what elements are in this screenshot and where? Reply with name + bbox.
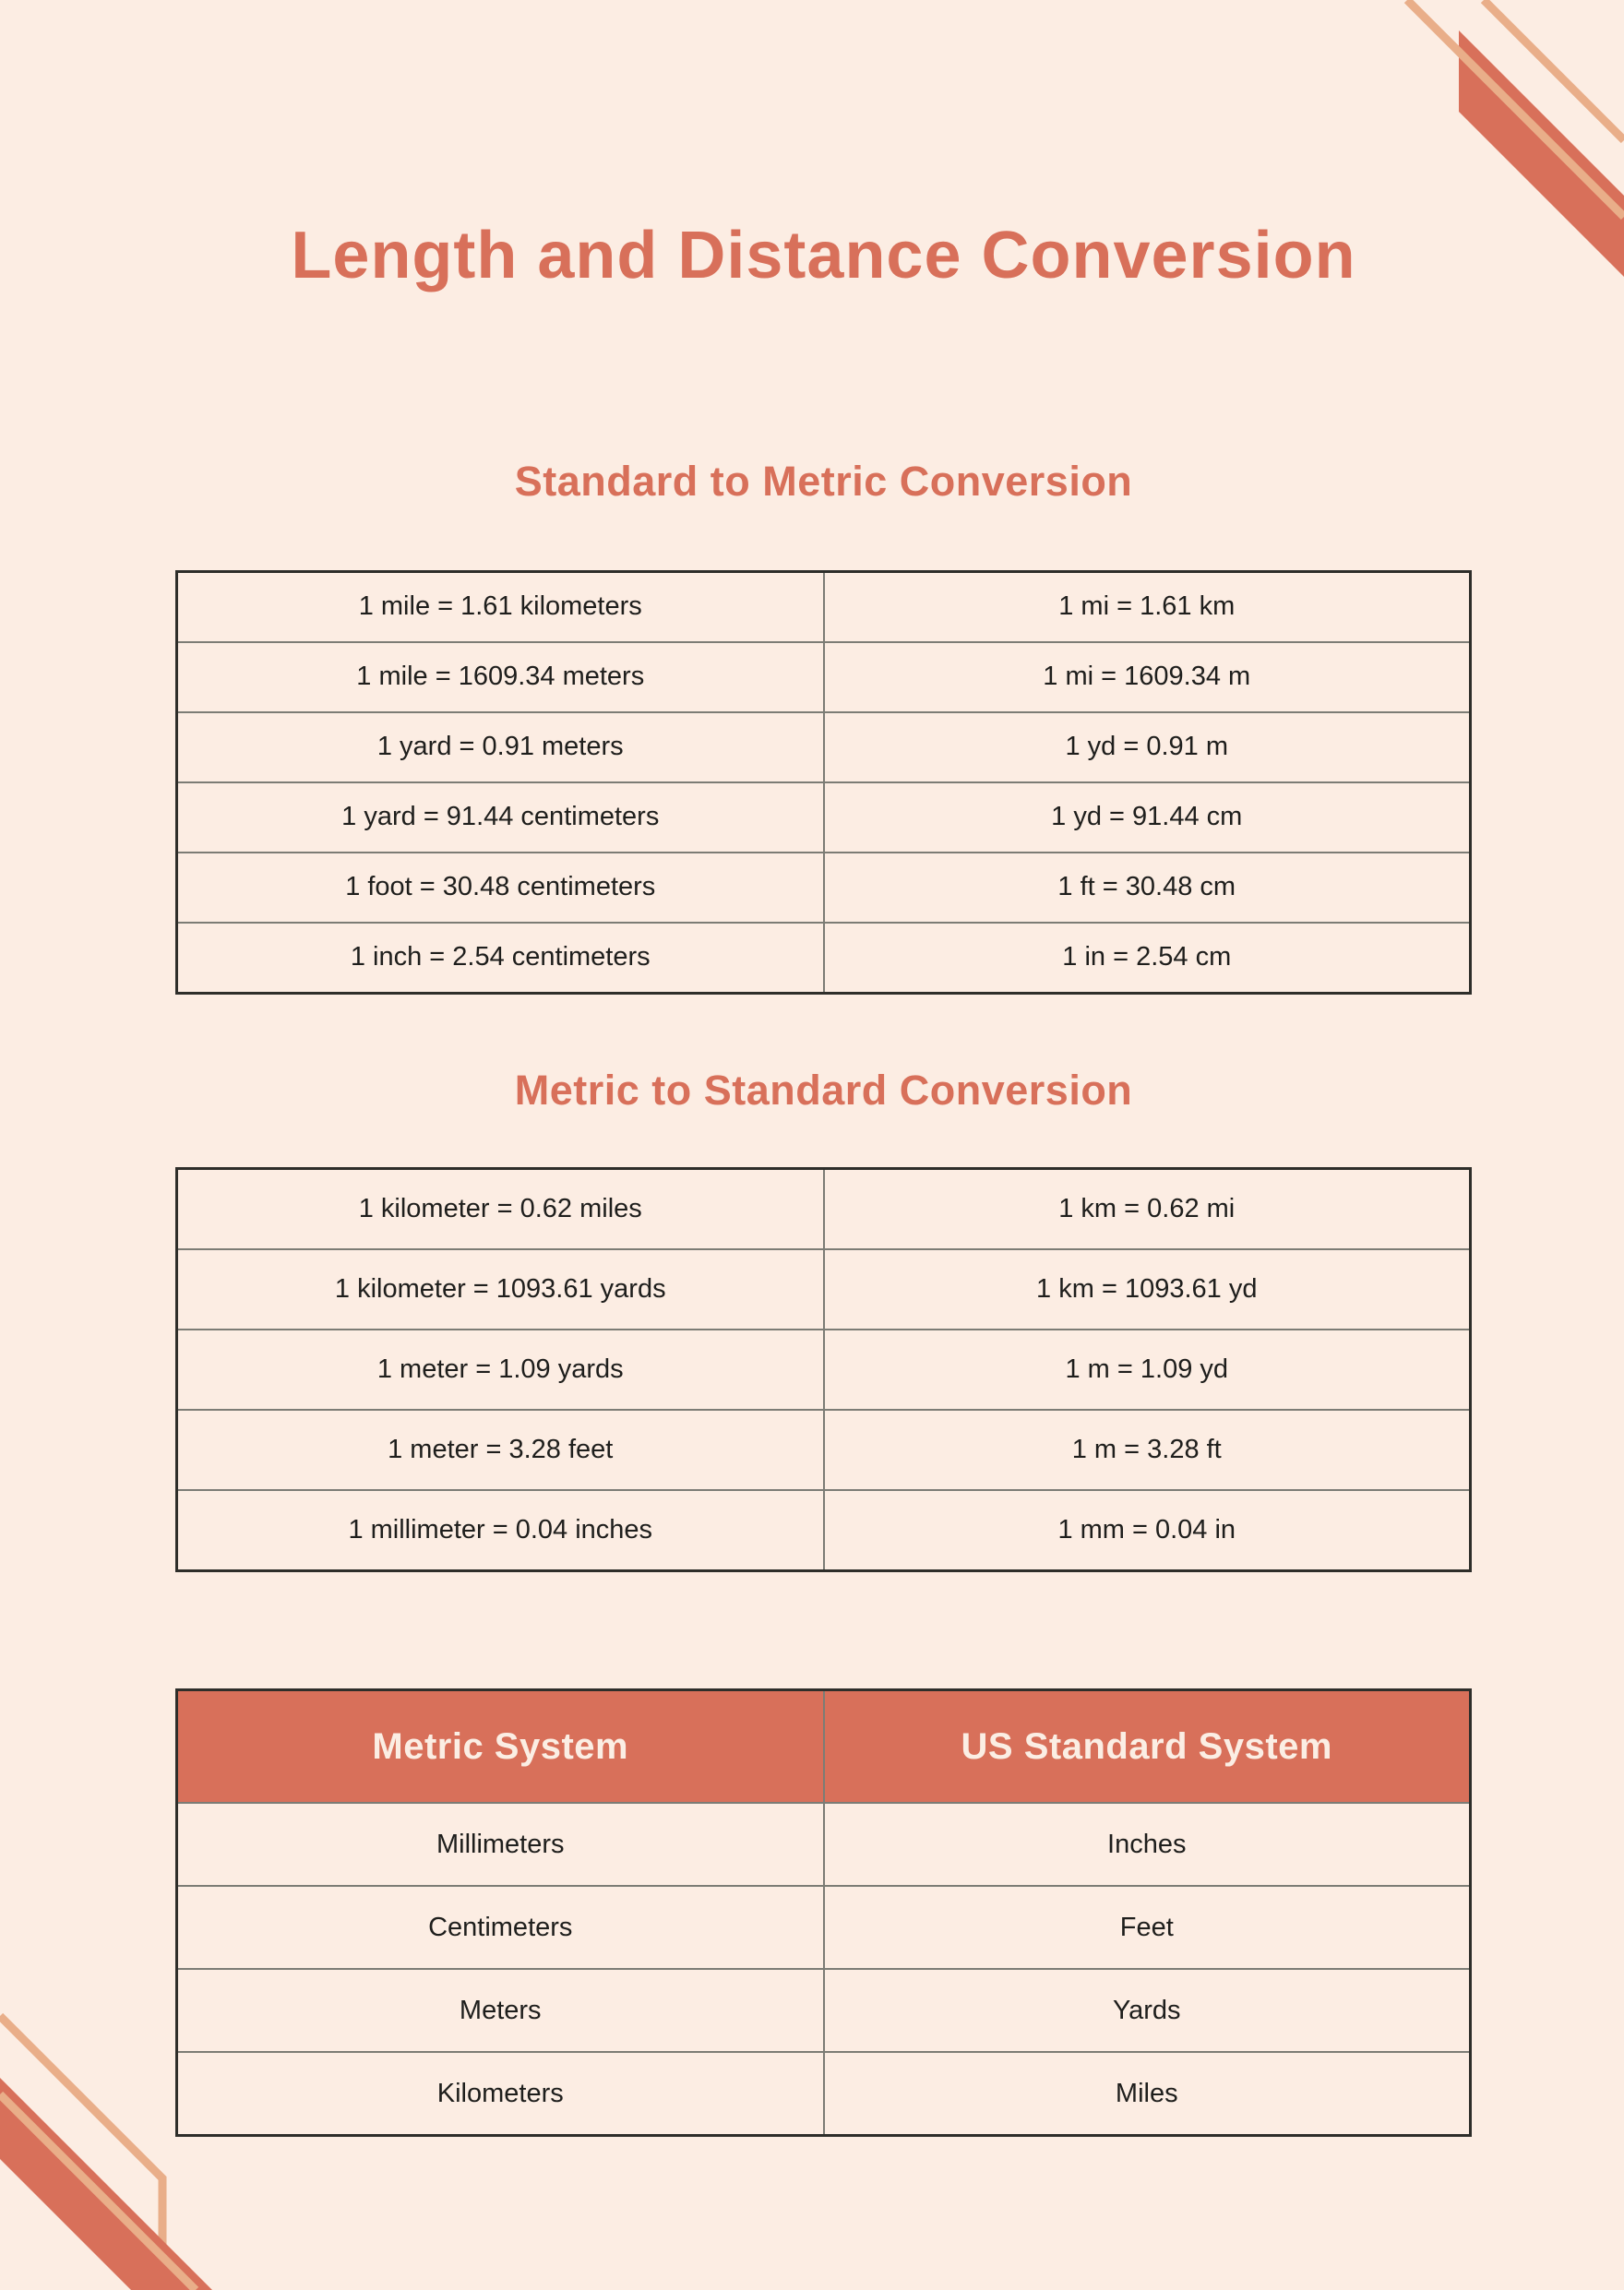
ribbon-band bbox=[1459, 30, 1624, 277]
table-row bbox=[177, 2052, 1471, 2136]
table-cell: 1 foot = 30.48 centimeters bbox=[177, 853, 824, 923]
table-cell: 1 km = 1093.61 yd bbox=[824, 1249, 1471, 1330]
metric-to-standard-table bbox=[175, 1167, 1472, 1572]
table-cell: 1 mm = 0.04 in bbox=[824, 1490, 1471, 1571]
table-cell: Miles bbox=[824, 2052, 1471, 2136]
table-cell: Yards bbox=[824, 1969, 1471, 2052]
ribbon-stripe-outer bbox=[1484, 0, 1624, 140]
table-cell: 1 in = 2.54 cm bbox=[824, 923, 1471, 994]
heading-standard-to-metric: Standard to Metric Conversion bbox=[514, 457, 1133, 505]
table-row bbox=[177, 1969, 1471, 2052]
table-cell: 1 yd = 0.91 m bbox=[824, 712, 1471, 782]
table-cell: Meters bbox=[177, 1969, 824, 2052]
table-row bbox=[177, 642, 1471, 712]
table-cell: 1 meter = 1.09 yards bbox=[177, 1330, 824, 1410]
table-header-row bbox=[177, 1690, 1471, 1804]
table-row bbox=[177, 1249, 1471, 1330]
metric-system-header: Metric System bbox=[177, 1690, 824, 1804]
table-cell: 1 mi = 1.61 km bbox=[824, 571, 1471, 642]
table-row bbox=[177, 1803, 1471, 1886]
us-standard-system-header: US Standard System bbox=[824, 1690, 1471, 1804]
page-content bbox=[175, 0, 1472, 2137]
table-row bbox=[177, 1410, 1471, 1490]
table-cell: 1 inch = 2.54 centimeters bbox=[177, 923, 824, 994]
table-cell: 1 ft = 30.48 cm bbox=[824, 853, 1471, 923]
table-row bbox=[177, 1886, 1471, 1969]
table-cell: 1 kilometer = 1093.61 yards bbox=[177, 1249, 824, 1330]
heading-metric-to-standard: Metric to Standard Conversion bbox=[514, 1066, 1133, 1114]
table-cell: 1 mi = 1609.34 m bbox=[824, 642, 1471, 712]
table-cell: 1 yd = 91.44 cm bbox=[824, 782, 1471, 853]
standard-to-metric-table bbox=[175, 570, 1472, 995]
table-row bbox=[177, 782, 1471, 853]
table-cell: 1 m = 3.28 ft bbox=[824, 1410, 1471, 1490]
table-cell: 1 meter = 3.28 feet bbox=[177, 1410, 824, 1490]
table-cell: 1 yard = 0.91 meters bbox=[177, 712, 824, 782]
systems-comparison-table bbox=[175, 1688, 1472, 2137]
ribbon-stripe-inner bbox=[0, 2094, 196, 2290]
table-cell: 1 yard = 91.44 centimeters bbox=[177, 782, 824, 853]
table-row bbox=[177, 923, 1471, 994]
table-row bbox=[177, 1169, 1471, 1250]
ribbon-bent-line bbox=[0, 2016, 162, 2252]
table-cell: 1 millimeter = 0.04 inches bbox=[177, 1490, 824, 1571]
table-row bbox=[177, 712, 1471, 782]
table-row bbox=[177, 1330, 1471, 1410]
table-cell: 1 mile = 1609.34 meters bbox=[177, 642, 824, 712]
page-title: Length and Distance Conversion bbox=[291, 219, 1356, 292]
table-cell: 1 kilometer = 0.62 miles bbox=[177, 1169, 824, 1250]
table-cell: Feet bbox=[824, 1886, 1471, 1969]
table-row bbox=[177, 571, 1471, 642]
table-cell: Millimeters bbox=[177, 1803, 824, 1886]
table-cell: 1 m = 1.09 yd bbox=[824, 1330, 1471, 1410]
table-cell: Centimeters bbox=[177, 1886, 824, 1969]
table-cell: 1 km = 0.62 mi bbox=[824, 1169, 1471, 1250]
table-cell: Kilometers bbox=[177, 2052, 824, 2136]
table-cell: 1 mile = 1.61 kilometers bbox=[177, 571, 824, 642]
table-row bbox=[177, 853, 1471, 923]
table-row bbox=[177, 1490, 1471, 1571]
table-cell: Inches bbox=[824, 1803, 1471, 1886]
